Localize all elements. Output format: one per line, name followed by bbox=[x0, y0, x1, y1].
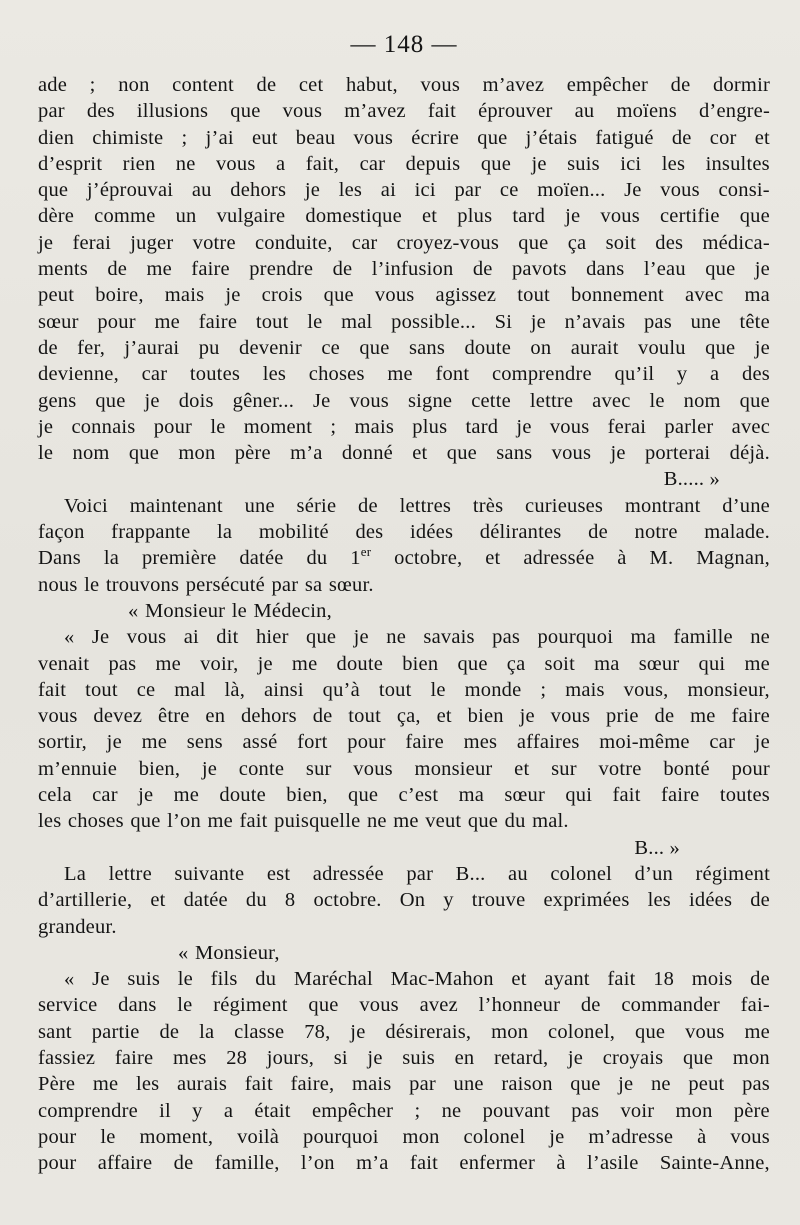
paragraph bbox=[38, 598, 770, 624]
text-line: B..... » bbox=[663, 468, 720, 491]
paragraph bbox=[38, 72, 770, 493]
text-line: ments de me faire prendre de l’infusion de pavots dans l’eau que je bbox=[38, 258, 770, 281]
paragraph bbox=[38, 940, 770, 966]
text-line: d’esprit rien ne vous a fait, car depuis que je suis ici les insultes bbox=[38, 152, 770, 175]
text-line: pour affaire de famille, l’on m’a fait enfermer à l’asile Sainte-Anne, bbox=[38, 1152, 770, 1175]
text-line: sant partie de la classe 78, je désirerais, mon colonel, que vous me bbox=[38, 1020, 770, 1043]
paragraph bbox=[38, 966, 770, 1176]
text-line: façon frappante la mobilité des idées délirantes de notre malade. bbox=[38, 521, 770, 544]
text-line: les choses que l’on me fait puisquelle ne me veut que du mal. bbox=[38, 810, 569, 833]
text-line: Voici maintenant une série de lettres très curieuses montrant d’une bbox=[64, 494, 770, 517]
text-line: fassiez faire mes 28 jours, si je suis en retard, je croyais que mon bbox=[38, 1046, 770, 1069]
text-line: Dans la première datée du 1er octobre, et adressée à M. Magnan, bbox=[38, 544, 770, 570]
text-line: nous le trouvons persécuté par sa sœur. bbox=[38, 573, 374, 596]
text-line: « Monsieur, bbox=[178, 941, 280, 964]
text-line: que j’éprouvai au dehors je les ai ici par ce moïen... Je vous consi- bbox=[38, 179, 770, 202]
text-line: gens que je dois gêner... Je vous signe cette lettre avec le nom que bbox=[38, 389, 770, 412]
text-line: devienne, car toutes les choses me font comprendre qu’il y a des bbox=[38, 363, 770, 386]
text-line: « Je suis le fils du Maréchal Mac-Mahon et ayant fait 18 mois de bbox=[64, 968, 770, 991]
text-line: je connais pour le moment ; mais plus tard je vous ferai parler avec bbox=[38, 415, 770, 438]
text-line: B... » bbox=[634, 836, 680, 859]
text-line: cela car je me doute bien, que c’est ma sœur qui fait faire toutes bbox=[38, 784, 770, 807]
text-line: La lettre suivante est adressée par B... au colonel d’un régiment bbox=[64, 862, 770, 885]
text-line: comprendre il y a était empêcher ; ne pouvant pas voir mon père bbox=[38, 1099, 770, 1122]
text-line: « Monsieur le Médecin, bbox=[128, 599, 332, 622]
text-line: sortir, je me sens assé fort pour faire mes affaires moi-même car je bbox=[38, 731, 770, 754]
text-line: par des illusions que vous m’avez fait éprouver au moïens d’engre- bbox=[38, 100, 770, 123]
text-line: ade ; non content de cet habut, vous m’avez empêcher de dormir bbox=[38, 74, 770, 96]
text-line: vous devez être en dehors de tout ça, et bien je vous prie de me faire bbox=[38, 705, 770, 728]
text-line: grandeur. bbox=[38, 915, 117, 938]
text-line: sœur pour me faire tout le mal possible... Si je n’avais pas une tête bbox=[38, 310, 770, 333]
text-line: le nom que mon père m’a donné et que sans vous je porterai déjà. bbox=[38, 442, 770, 465]
text-line: m’ennuie bien, je conte sur vous monsieur et sur votre bonté pour bbox=[38, 757, 770, 780]
page-number: — 148 — bbox=[350, 31, 458, 58]
text-line: d’artillerie, et datée du 8 octobre. On y trouve exprimées les idées de bbox=[38, 889, 770, 912]
text-line: peut boire, mais je crois que vous agissez tout bonnement avec ma bbox=[38, 284, 770, 307]
document-body bbox=[38, 72, 770, 1176]
text-line: Père me les aurais fait faire, mais par une raison que je ne peut pas bbox=[38, 1073, 770, 1096]
text-line: pour le moment, voilà pourquoi mon colonel je m’adresse à vous bbox=[38, 1125, 770, 1148]
text-line: « Je vous ai dit hier que je ne savais pas pourquoi ma famille ne bbox=[64, 626, 770, 649]
text-line: dère comme un vulgaire domestique et plus tard je vous certifie que bbox=[38, 205, 770, 228]
text-line: dien chimiste ; j’ai eut beau vous écrire que j’étais fatigué de cor et bbox=[38, 126, 770, 149]
text-line: de fer, j’aurai pu devenir ce que sans doute on aurait voulu que je bbox=[38, 336, 770, 359]
paragraph bbox=[38, 861, 770, 940]
text-line: service dans le régiment que vous avez l’honneur de commander fai- bbox=[38, 994, 770, 1017]
paragraph bbox=[38, 493, 770, 598]
text-line: je ferai juger votre conduite, car croyez-vous que ça soit des médica- bbox=[38, 231, 770, 254]
paragraph bbox=[38, 624, 770, 861]
text-line: venait pas me voir, je me doute bien que ça soit ma sœur qui me bbox=[38, 652, 770, 675]
text-line: fait tout ce mal là, ainsi qu’à tout le monde ; mais vous, monsieur, bbox=[38, 678, 770, 701]
